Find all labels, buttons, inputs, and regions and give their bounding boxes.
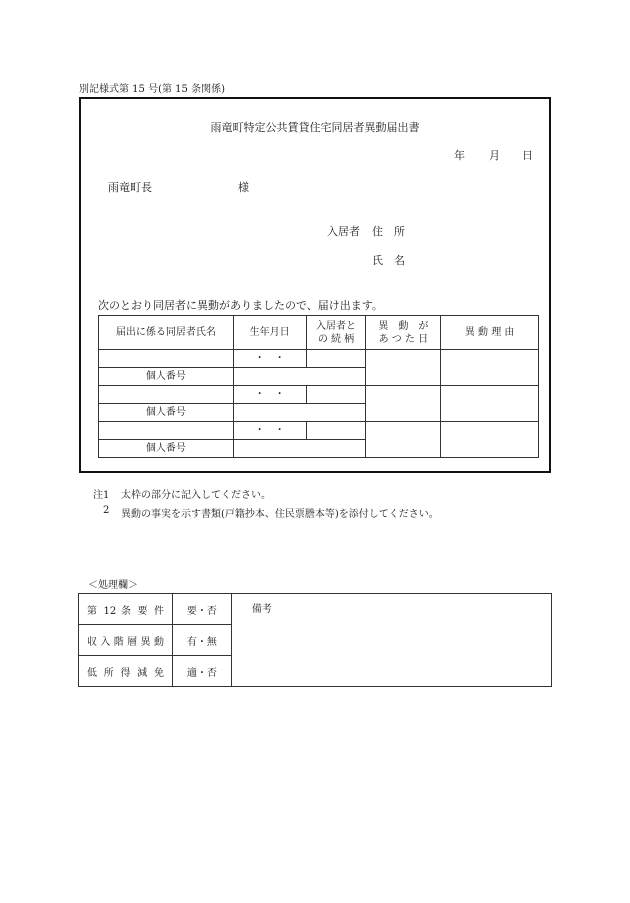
note-2-text: 異動の事実を示す書類(戸籍抄本、住民票謄本等)を添付してください。 — [121, 509, 439, 520]
header-name: 届出に係る同居者氏名 — [99, 316, 234, 350]
note-1-text: 太枠の部分に記入してください。 — [121, 490, 271, 501]
personal-number-cell[interactable] — [233, 404, 366, 422]
table-row — [99, 422, 539, 440]
table-header-row — [99, 316, 539, 350]
relation-cell[interactable] — [306, 350, 366, 368]
header-relation: 入居者と の 続 柄 — [306, 316, 366, 350]
change-date-cell[interactable] — [366, 422, 441, 458]
header-reason: 異 動 理 由 — [441, 316, 539, 350]
form-frame — [79, 97, 551, 473]
requirement-option[interactable]: 要・否 — [172, 594, 231, 625]
date-month: 月 — [489, 149, 500, 162]
low-income-label: 低 所 得 減 免 — [79, 656, 173, 687]
cohabitant-name-cell[interactable] — [99, 422, 234, 440]
income-change-option[interactable]: 有・無 — [172, 625, 231, 656]
intro-text: 次のとおり同居者に異動がありましたので、届け出ます。 — [98, 299, 383, 312]
note-2-prefix: 2 — [103, 505, 110, 516]
date-year: 年 — [454, 149, 465, 162]
addressee-honorific: 様 — [238, 181, 249, 194]
address-label: 住 所 — [372, 225, 405, 238]
note-1-prefix: 注1 — [93, 490, 110, 501]
birth-date-cell[interactable]: ・ ・ — [233, 422, 306, 440]
change-reason-cell[interactable] — [441, 350, 539, 386]
birth-date-cell[interactable]: ・ ・ — [233, 386, 306, 404]
change-date-cell[interactable] — [366, 350, 441, 386]
remarks-cell[interactable]: 備考 — [231, 594, 551, 687]
form-number: 別記様式第 15 号(第 15 条関係) — [79, 84, 225, 95]
processing-title: ＜処理欄＞ — [88, 580, 138, 591]
personal-number-label: 個人番号 — [99, 368, 234, 386]
cohabitant-name-cell[interactable] — [99, 386, 234, 404]
income-change-label: 収入階層異動 — [79, 625, 173, 656]
requirement-label: 第 12 条 要 件 — [79, 594, 173, 625]
relation-cell[interactable] — [306, 386, 366, 404]
personal-number-label: 個人番号 — [99, 404, 234, 422]
personal-number-cell[interactable] — [233, 368, 366, 386]
addressee-name: 雨竜町長 — [108, 181, 152, 194]
date-day: 日 — [522, 149, 533, 162]
header-birth: 生年月日 — [233, 316, 306, 350]
cohabitant-name-cell[interactable] — [99, 350, 234, 368]
name-label: 氏 名 — [372, 254, 405, 267]
personal-number-cell[interactable] — [233, 440, 366, 458]
cohabitant-table — [98, 315, 539, 458]
change-reason-cell[interactable] — [441, 386, 539, 422]
change-date-cell[interactable] — [366, 386, 441, 422]
form-title: 雨竜町特定公共賃貸住宅同居者異動届出書 — [210, 121, 420, 134]
relation-cell[interactable] — [306, 422, 366, 440]
header-date: 異 動 が あ つ た 日 — [366, 316, 441, 350]
table-row — [99, 386, 539, 404]
change-reason-cell[interactable] — [441, 422, 539, 458]
applicant-label: 入居者 — [327, 225, 360, 238]
table-row — [99, 350, 539, 368]
low-income-option[interactable]: 適・否 — [172, 656, 231, 687]
personal-number-label: 個人番号 — [99, 440, 234, 458]
processing-row — [79, 594, 552, 625]
processing-table — [78, 593, 552, 687]
birth-date-cell[interactable]: ・ ・ — [233, 350, 306, 368]
